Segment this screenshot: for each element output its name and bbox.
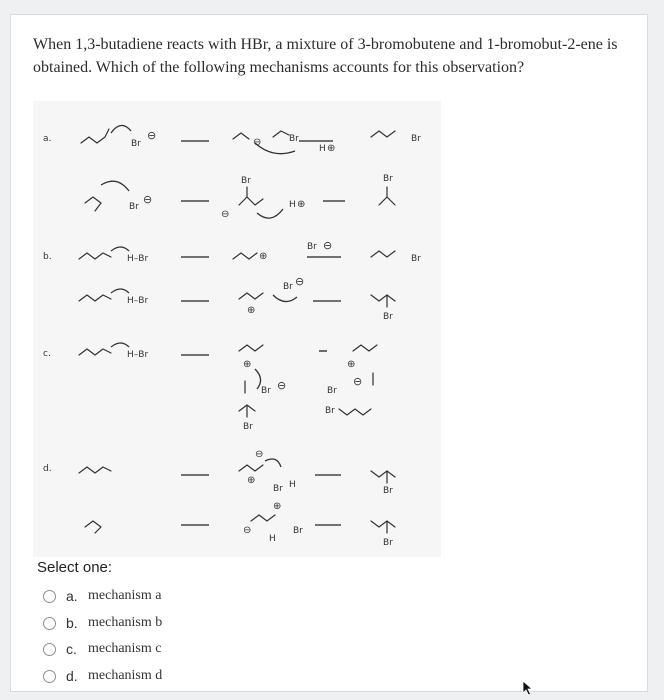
option-c[interactable] [43,638,161,660]
radio-option-a[interactable] [43,590,56,603]
svg-text:⊕: ⊕ [297,199,306,210]
question-card [10,14,648,692]
svg-text:⊖: ⊖ [221,209,230,220]
svg-text:Br: Br [307,242,317,252]
svg-text:Br: Br [131,139,141,149]
scheme-label-a: a. [43,134,52,144]
mechanism-b-row1 [79,239,421,264]
mechanism-scheme-svg [33,101,441,557]
svg-text:⊖: ⊖ [353,375,363,388]
mechanism-scheme-image [33,101,441,557]
svg-text:Br: Br [411,134,421,144]
svg-text:⊖: ⊖ [143,193,153,206]
svg-text:Br: Br [383,312,393,322]
radio-option-b[interactable] [43,617,56,630]
svg-text:Br: Br [129,202,139,212]
option-a-text: mechanism a [88,588,162,603]
svg-text:Br: Br [243,422,253,432]
option-a-letter: a. [66,588,78,604]
radio-option-d[interactable] [43,670,56,683]
option-a[interactable] [43,585,161,607]
svg-text:⊕: ⊕ [327,143,336,154]
scheme-label-c: c. [43,349,51,359]
svg-text:⊕: ⊕ [347,359,356,370]
svg-text:⊖: ⊖ [243,525,252,536]
svg-text:⊖: ⊖ [255,449,264,460]
option-d-letter: d. [66,668,78,684]
option-c-text: mechanism c [88,641,162,656]
svg-text:Br: Br [261,386,271,396]
svg-text:Br: Br [383,486,393,496]
svg-text:⊖: ⊖ [295,275,305,288]
svg-text:⊕: ⊕ [247,475,256,486]
svg-text:Br: Br [383,538,393,548]
mechanism-a-row2 [85,174,395,220]
mechanism-c-row1 [79,343,377,432]
svg-text:⊕: ⊕ [243,359,252,370]
question-text: When 1,3-butadiene reacts with HBr, a mixture of 3-bromobutene and 1-bromobut-2-ene is obtained. Which of the following mechanisms accounts for this observation? [33,36,618,76]
svg-text:H: H [289,200,296,210]
mechanism-a-row1 [81,125,421,154]
mouse-pointer-icon [522,680,534,696]
select-one-label: Select one: [37,559,113,576]
scheme-label-d: d. [43,464,52,474]
option-b-text: mechanism b [88,615,163,630]
svg-text:Br: Br [383,174,393,184]
svg-text:Br: Br [289,134,299,144]
mechanism-d-row1 [79,449,395,496]
svg-text:H: H [319,144,326,154]
svg-text:H–Br: H–Br [127,296,149,306]
svg-text:Br: Br [325,406,335,416]
svg-text:Br: Br [273,484,283,494]
svg-text:H: H [289,480,296,490]
option-d-text: mechanism d [88,668,163,683]
svg-text:Br: Br [293,526,303,536]
option-c-letter: c. [66,641,77,657]
svg-text:⊖: ⊖ [323,239,333,252]
svg-text:⊕: ⊕ [259,251,268,262]
scheme-label-b: b. [43,252,52,262]
option-b[interactable] [43,612,162,634]
svg-text:H: H [269,534,276,544]
svg-text:⊕: ⊕ [273,501,282,512]
svg-text:Br: Br [283,282,293,292]
mechanism-d-row2 [85,501,395,548]
option-b-letter: b. [66,615,78,631]
radio-option-c[interactable] [43,643,56,656]
svg-text:Br: Br [411,254,421,264]
svg-text:⊖: ⊖ [253,137,262,148]
svg-text:⊖: ⊖ [147,129,157,142]
mechanism-b-row2 [79,275,395,322]
svg-text:H–Br: H–Br [127,350,149,360]
svg-text:H–Br: H–Br [127,254,149,264]
option-d[interactable] [43,665,162,687]
svg-text:Br: Br [327,386,337,396]
svg-text:Br: Br [241,176,251,186]
svg-text:⊕: ⊕ [247,305,256,316]
svg-text:⊖: ⊖ [277,379,287,392]
